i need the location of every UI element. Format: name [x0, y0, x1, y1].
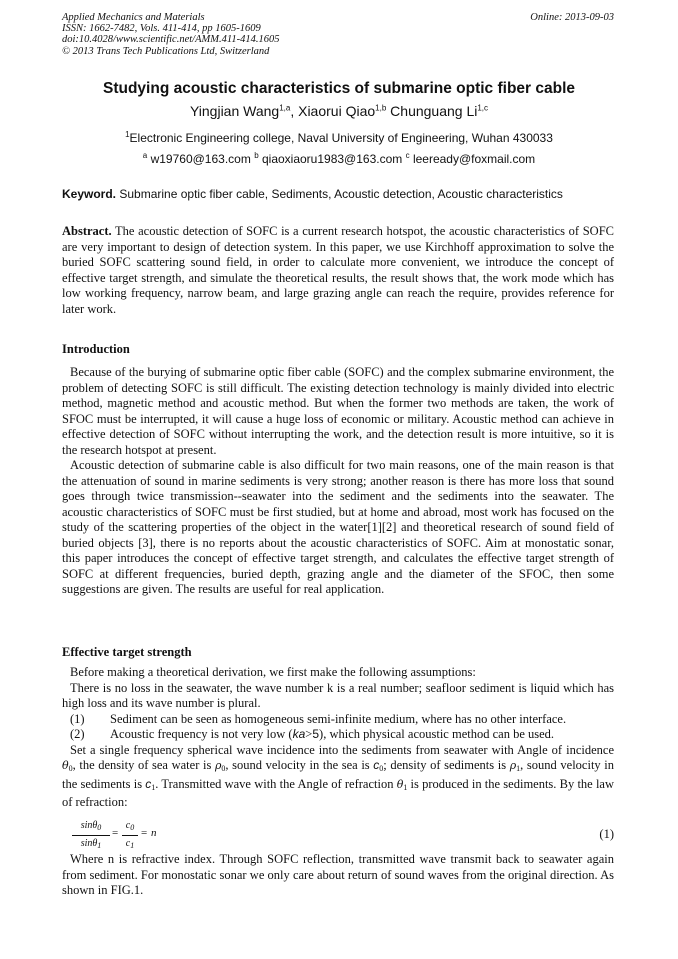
author-sep: , — [290, 103, 299, 119]
assumption-text: Sediment can be seen as homogeneous semi-infinite medium, where has no other interface. — [110, 711, 567, 726]
math-sub: 0 — [130, 823, 135, 832]
email-sup: a — [142, 151, 148, 160]
paragraph: Where n is refractive index. Through SOFC reflection, transmitted wave transmit back to seawater again from sediment. For monostatic sonar we only care about return of sound waves from the original direction. As shown in FIG.1. — [62, 852, 614, 897]
abstract-label: Abstract. — [62, 224, 112, 238]
paragraph: Before making a theoretical derivation, we first make the following assumptions: — [70, 665, 476, 679]
closing-body — [62, 852, 614, 899]
math-theta: θ — [62, 759, 69, 772]
fraction-bar — [122, 835, 138, 836]
math-value: 5 — [312, 727, 320, 741]
affiliation-sup: 1 — [125, 130, 130, 139]
paper-title: Studying acoustic characteristics of submarine optic fiber cable — [102, 80, 576, 97]
equation-denominator — [122, 837, 138, 852]
math-ka: ka — [292, 727, 306, 741]
assumption-number: (1) — [70, 711, 85, 726]
equation-right-fraction — [122, 819, 138, 852]
author-name: Yingjian Wang — [189, 103, 280, 119]
math-c: c — [125, 820, 131, 831]
author-name: Chunguang Li — [390, 103, 478, 119]
email-sup: b — [254, 151, 259, 160]
math-sub: 1 — [403, 782, 408, 792]
keywords — [62, 187, 614, 201]
journal-header — [62, 12, 279, 57]
math-c: c — [125, 838, 131, 849]
email-sup: c — [405, 151, 410, 160]
equation-numerator — [72, 819, 110, 834]
section-heading-effective-target-strength: Effective target strength — [62, 645, 192, 659]
email-link[interactable]: leeready@foxmail.com — [412, 152, 536, 166]
copyright-line: © 2013 Trans Tech Publications Ltd, Switzerland — [62, 45, 270, 57]
affiliation — [0, 131, 678, 145]
abstract — [62, 224, 614, 317]
text-run: , sound velocity in the sediments is — [62, 758, 615, 791]
email-link[interactable]: w19760@163.com — [150, 152, 251, 166]
math-sin-theta: sinθ — [80, 820, 98, 831]
author-sup: 1,c — [477, 103, 489, 113]
equals-sign: = — [141, 827, 148, 839]
author-name: Xiaorui Qiao — [298, 103, 376, 119]
equation-numerator — [122, 819, 138, 834]
math-rho: ρ — [509, 759, 517, 772]
assumption-item — [62, 712, 614, 728]
equation-refraction — [62, 819, 614, 853]
author-sup: 1,a — [279, 103, 291, 113]
math-sin-theta: sinθ — [80, 838, 98, 849]
keywords-text: Submarine optic fiber cable, Sediments, Acoustic detection, Acoustic characteristics — [119, 187, 563, 201]
math-sub: 1 — [97, 841, 102, 850]
math-sub: 1 — [130, 841, 135, 850]
math-c: c — [145, 776, 152, 791]
author-list — [0, 103, 678, 119]
paragraph: Acoustic detection of submarine cable is also difficult for two main reasons, one of the main reason is that the attenuation of sound in marine sediments is very strong; another reason is there has more loss that sound goes through twice transmission--seawater into the sediment and the sediments into the seawater. The acoustic characteristics of SOFC must be first studied, but at home and abroad, most work has focused on the study of the scattering properties of the object in the water[1][2] and theoretical research of sound field of buried objects [3], there is no reports about the acoustic characteristics of SOFC. Aim at monostatic sonar, this paper introduces the concept of effective target strength, and calculates the effective target strength of SOFC at different frequencies, buried depth, grazing angle and the diameter of the SFOC, then some suggestions are given. The results are useful for real application. — [62, 458, 614, 596]
equals-sign: = — [112, 827, 119, 839]
effective-body — [62, 665, 614, 811]
math-sub: 0 — [221, 764, 226, 773]
online-date: Online: 2013-09-03 — [530, 12, 614, 23]
author-sup: 1,b — [375, 103, 387, 113]
section-heading-introduction: Introduction — [62, 342, 130, 356]
math-rho: ρ — [214, 759, 222, 772]
doi-line: doi:10.4028/www.scientific.net/AMM.411-414.1605 — [62, 34, 280, 46]
keywords-label: Keyword. — [62, 187, 117, 201]
text-run: , the density of sea water is — [72, 758, 215, 772]
math-sub: 0 — [68, 764, 73, 773]
assumption-text: Acoustic frequency is not very low ( — [110, 727, 293, 741]
introduction-body — [62, 365, 614, 598]
email-list — [0, 152, 678, 166]
equation-number: (1) — [599, 827, 614, 841]
text-run: . Transmitted wave with the Angle of refraction — [155, 776, 397, 791]
journal-name: Applied Mechanics and Materials — [62, 12, 205, 23]
paragraph: Because of the burying of submarine optic fiber cable (SOFC) and the complex submarine environment, the problem of detecting SOFC is still difficult. The existing detection technology is mainly divided into electric method, magnetic method and acoustic method. But when the former two methods are taken, the work of SFOC must be interrupted, it will cause a huge loss of economic or military. Acoustic method can achieve in effective detection of SOFC without interrupting the work, and the detection result is more intuitive, so it is the research hotspot at present. — [62, 365, 614, 457]
assumption-text-end: ), which physical acoustic method can be used. — [319, 727, 555, 741]
math-n: n — [151, 827, 157, 839]
abstract-text: The acoustic detection of SOFC is a current research hotspot, the acoustic characteristics of SOFC are very important to design of detection system. In this paper, we use Kirchhoff approximation to solve the buried SOFC scattering sound field, in order to calculate more convenient, we introduce the concept of effective target strength, and simulate the theoretical results, the result shows that, the work mode which has low working frequency, narrow beam, and large grazing angle can reach the require, provides reference for later work. — [62, 224, 614, 316]
equation-denominator — [72, 837, 110, 852]
math-sub: 0 — [97, 823, 102, 832]
text-run: is produced in the sediments. By the law of refraction: — [62, 776, 615, 809]
math-sub: 0 — [379, 764, 384, 773]
paragraph: There is no loss in the seawater, the wave number k is a real number; seafloor sediment is liquid which has high loss and its wave number is plural. — [62, 680, 614, 710]
math-c: c — [373, 758, 380, 772]
assumption-number: (2) — [70, 727, 85, 741]
math-sub: 1 — [516, 764, 521, 773]
math-sub: 1 — [151, 782, 156, 792]
text-run: ; density of sediments is — [383, 758, 510, 772]
math-theta: θ — [396, 777, 404, 791]
assumption-item — [62, 727, 614, 743]
math-gt: > — [305, 727, 313, 741]
issn-line: ISSN: 1662-7482, Vols. 411-414, pp 1605-1609 — [62, 23, 261, 35]
affiliation-text: Electronic Engineering college, Naval University of Engineering, Wuhan 430033 — [129, 131, 553, 145]
fraction-bar — [72, 835, 110, 836]
email-link[interactable]: qiaoxiaoru1983@163.com — [261, 152, 403, 166]
paragraph-refraction — [62, 743, 614, 811]
text-run: , sound velocity in the sea is — [225, 758, 374, 772]
equation-left-fraction — [72, 819, 110, 852]
text-run: Set a single frequency spherical wave incidence into the sediments from seawater with Angle of incidence — [70, 742, 614, 757]
